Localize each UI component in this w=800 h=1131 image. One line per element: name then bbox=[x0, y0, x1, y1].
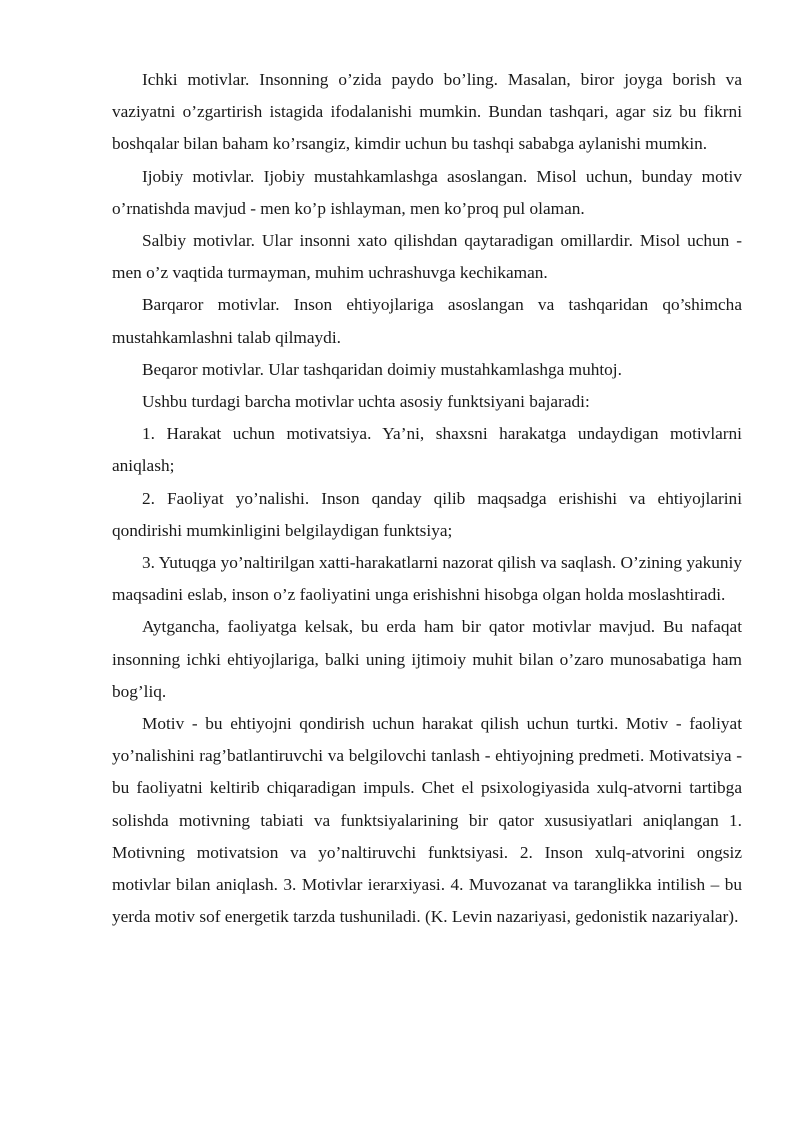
paragraph-motive-definition: Motiv - bu ehtiyojni qondirish uchun harakat qilish uchun turtki. Motiv - faoliyat yo’nalishini rag’batlantiruvchi va belgilovchi tanlash - ehtiyojning predmeti. Motivatsiya - bu faoliyatni keltirib chiqaradigan impuls. Chet el psixologiyasida xulq-atvorni tartibga solishda motivning tabiati va funktsiyalarining bir qator xususiyatlari aniqlangan 1. Motivning motivatsion va yo’naltiruvchi funktsiyasi. 2. Inson xulq-atvorini ongsiz motivlar bilan aniqlash. 3. Motivlar ierarxiyasi. 4. Muvozanat va taranglikka intilish – bu yerda motiv sof energetik tarzda tushuniladi. (K. Levin nazariyasi, gedonistik nazariyalar). bbox=[112, 714, 742, 927]
paragraph-positive-motives: Ijobiy motivlar. Ijobiy mustahkamlashga asoslangan. Misol uchun, bunday motiv o’rnatishda mavjud - men ko’p ishlayman, men ko’proq pul olaman. bbox=[112, 166, 742, 218]
paragraph-stable-motives: Barqaror motivlar. Inson ehtiyojlariga asoslangan va tashqaridan qo’shimcha mustahkamlashni talab qilmaydi. bbox=[112, 295, 742, 347]
document-page bbox=[112, 64, 742, 933]
list-item-function-2: 2. Faoliyat yo’nalishi. Inson qanday qilib maqsadga erishishi va ehtiyojlarini qondirishi mumkinligini belgilaydigan funktsiya; bbox=[112, 488, 742, 540]
paragraph-activity-motives: Aytgancha, faoliyatga kelsak, bu erda ham bir qator motivlar mavjud. Bu nafaqat insonning ichki ehtiyojlariga, balki uning ijtimoiy muhit bilan o’zaro munosabatiga ham bog’liq. bbox=[112, 617, 742, 701]
list-item-function-1: 1. Harakat uchun motivatsiya. Ya’ni, shaxsni harakatga undaydigan motivlarni aniqlash; bbox=[112, 424, 742, 476]
paragraph-unstable-motives: Beqaror motivlar. Ular tashqaridan doimiy mustahkamlashga muhtoj. bbox=[142, 359, 622, 379]
paragraph-internal-motives: Ichki motivlar. Insonning o’zida paydo bo’ling. Masalan, biror joyga borish va vaziyatni o’zgartirish istagida ifodalanishi mumkin. Bundan tashqari, agar siz bu fikrni boshqalar bilan baham ko’rsangiz, kimdir uchun bu tashqi sababga aylanishi mumkin. bbox=[112, 70, 742, 154]
list-item-function-3: 3. Yutuqga yo’naltirilgan xatti-harakatlarni nazorat qilish va saqlash. O’zining yakuniy maqsadini eslab, inson o’z faoliyatini unga erishishni hisobga olgan holda moslashtiradi. bbox=[112, 553, 742, 605]
paragraph-functions-intro: Ushbu turdagi barcha motivlar uchta asosiy funktsiyani bajaradi: bbox=[142, 392, 590, 412]
paragraph-negative-motives: Salbiy motivlar. Ular insonni xato qilishdan qaytaradigan omillardir. Misol uchun - men o’z vaqtida turmayman, muhim uchrashuvga kechikaman. bbox=[112, 231, 742, 283]
